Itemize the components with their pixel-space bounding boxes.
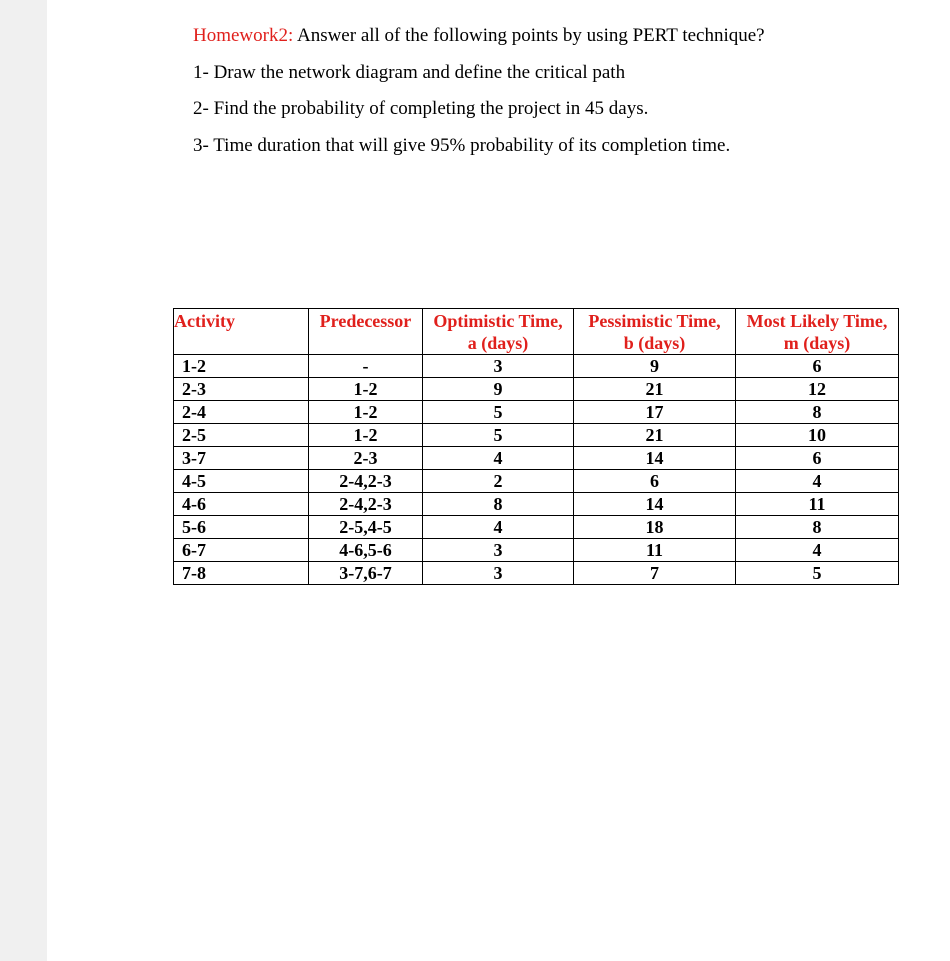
cell-predecessor: 1-2 <box>309 401 423 424</box>
table-row <box>174 470 899 493</box>
cell-most-likely: 5 <box>736 562 899 585</box>
cell-activity: 2-5 <box>174 424 309 447</box>
cell-activity: 1-2 <box>174 355 309 378</box>
header-optimistic <box>423 309 574 355</box>
cell-predecessor: 2-3 <box>309 447 423 470</box>
page-left-margin <box>0 0 47 961</box>
cell-activity: 7-8 <box>174 562 309 585</box>
cell-activity: 4-6 <box>174 493 309 516</box>
cell-pessimistic: 14 <box>574 493 736 516</box>
cell-optimistic: 3 <box>423 562 574 585</box>
homework-instruction: Answer all of the following points by using PERT technique? <box>293 25 765 46</box>
cell-optimistic: 5 <box>423 424 574 447</box>
cell-activity: 4-5 <box>174 470 309 493</box>
point-3: 3- Time duration that will give 95% probability of its completion time. <box>193 135 731 156</box>
header-pessimistic <box>574 309 736 355</box>
header-optimistic-line1: Optimistic Time, <box>433 311 563 331</box>
header-most-likely-line1: Most Likely Time, <box>746 311 888 331</box>
cell-optimistic: 4 <box>423 447 574 470</box>
header-predecessor <box>309 309 423 355</box>
cell-activity: 6-7 <box>174 539 309 562</box>
header-predecessor-label: Predecessor <box>319 311 412 331</box>
cell-pessimistic: 21 <box>574 424 736 447</box>
cell-optimistic: 5 <box>423 401 574 424</box>
table-row <box>174 378 899 401</box>
table-row <box>174 516 899 539</box>
cell-pessimistic: 14 <box>574 447 736 470</box>
point-2: 2- Find the probability of completing the project in 45 days. <box>193 98 649 119</box>
cell-pessimistic: 9 <box>574 355 736 378</box>
cell-activity: 5-6 <box>174 516 309 539</box>
cell-activity: 2-3 <box>174 378 309 401</box>
cell-optimistic: 9 <box>423 378 574 401</box>
cell-most-likely: 4 <box>736 539 899 562</box>
homework-title <box>193 25 765 47</box>
homework-label: Homework2: <box>193 25 294 46</box>
header-most-likely-line2: m (days) <box>783 333 851 353</box>
header-pessimistic-line1: Pessimistic Time, <box>588 311 721 331</box>
table-row <box>174 562 899 585</box>
table-row <box>174 355 899 378</box>
cell-predecessor: 1-2 <box>309 424 423 447</box>
table-row <box>174 447 899 470</box>
point-1: 1- Draw the network diagram and define the critical path <box>193 62 626 83</box>
cell-most-likely: 6 <box>736 355 899 378</box>
cell-predecessor: 2-4,2-3 <box>309 493 423 516</box>
cell-pessimistic: 6 <box>574 470 736 493</box>
cell-optimistic: 4 <box>423 516 574 539</box>
cell-predecessor: 2-5,4-5 <box>309 516 423 539</box>
table-row <box>174 539 899 562</box>
header-activity <box>174 309 309 355</box>
cell-optimistic: 8 <box>423 493 574 516</box>
header-activity-label: Activity <box>174 311 235 331</box>
cell-most-likely: 6 <box>736 447 899 470</box>
table-header-row <box>174 309 899 355</box>
cell-pessimistic: 18 <box>574 516 736 539</box>
cell-pessimistic: 11 <box>574 539 736 562</box>
cell-activity: 2-4 <box>174 401 309 424</box>
cell-most-likely: 4 <box>736 470 899 493</box>
cell-predecessor: 4-6,5-6 <box>309 539 423 562</box>
cell-pessimistic: 7 <box>574 562 736 585</box>
cell-most-likely: 8 <box>736 516 899 539</box>
cell-most-likely: 10 <box>736 424 899 447</box>
table-row <box>174 493 899 516</box>
cell-optimistic: 2 <box>423 470 574 493</box>
cell-most-likely: 11 <box>736 493 899 516</box>
cell-most-likely: 8 <box>736 401 899 424</box>
cell-predecessor: 2-4,2-3 <box>309 470 423 493</box>
cell-predecessor: 3-7,6-7 <box>309 562 423 585</box>
header-optimistic-line2: a (days) <box>467 333 529 353</box>
table-row <box>174 424 899 447</box>
header-pessimistic-line2: b (days) <box>623 333 686 353</box>
header-most-likely <box>736 309 899 355</box>
table-row <box>174 401 899 424</box>
pert-activity-table <box>173 308 899 585</box>
cell-predecessor: 1-2 <box>309 378 423 401</box>
cell-predecessor: - <box>309 355 423 378</box>
cell-pessimistic: 17 <box>574 401 736 424</box>
cell-activity: 3-7 <box>174 447 309 470</box>
cell-pessimistic: 21 <box>574 378 736 401</box>
cell-optimistic: 3 <box>423 539 574 562</box>
cell-optimistic: 3 <box>423 355 574 378</box>
cell-most-likely: 12 <box>736 378 899 401</box>
